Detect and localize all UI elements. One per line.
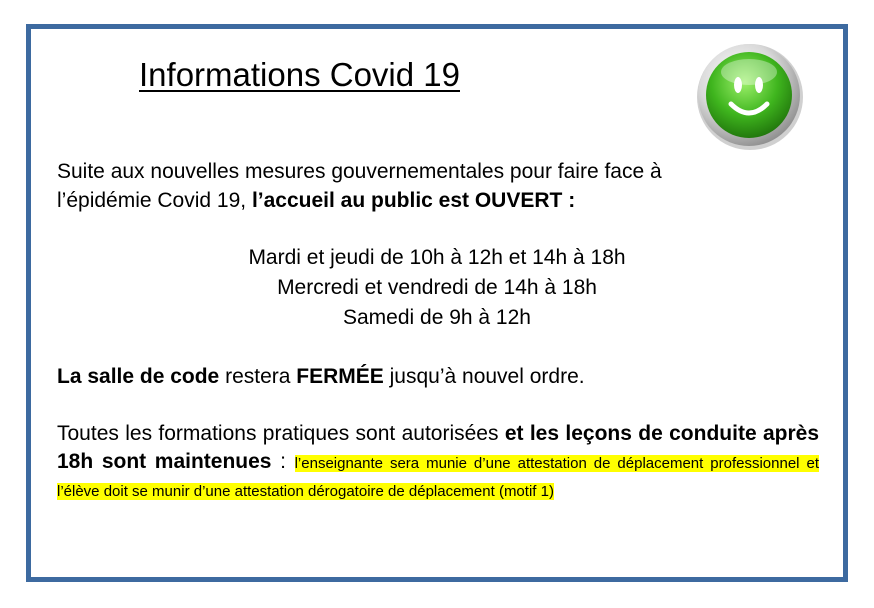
smiley-icon [695, 42, 805, 152]
code-text: restera [219, 365, 297, 388]
hours-line: Mercredi et vendredi de 14h à 18h [277, 276, 597, 299]
hours-line: Mardi et jeudi de 10h à 12h et 14h à 18h [248, 246, 626, 269]
hours-line: Samedi de 9h à 12h [343, 306, 531, 329]
opening-status: l’accueil au public est OUVERT : [251, 189, 576, 212]
attestation-note: l’enseignante sera munie d’une attestation de déplacement professionnel et l’élève doit se munir d’une attestation dérogatoire de déplacement (motif 1) [57, 455, 819, 500]
formations-paragraph [57, 420, 819, 504]
formations-text: : [271, 450, 295, 473]
formations-bold: et les leçons de conduite après 18h sont maintenues [57, 422, 820, 473]
code-room-label: La salle de code [57, 365, 220, 388]
intro-paragraph [57, 157, 827, 215]
code-text: jusqu’à nouvel ordre. [383, 365, 585, 388]
opening-hours [57, 243, 817, 333]
intro-line-1: Suite aux nouvelles mesures gouvernementales pour faire face à [57, 160, 662, 183]
formations-text: Toutes les formations pratiques sont autorisées [57, 422, 505, 445]
intro-line-2: l’épidémie Covid 19, [57, 189, 252, 212]
page-title: Informations Covid 19 [139, 56, 460, 93]
code-closed-status: FERMÉE [296, 365, 384, 388]
code-room-paragraph [57, 362, 827, 391]
